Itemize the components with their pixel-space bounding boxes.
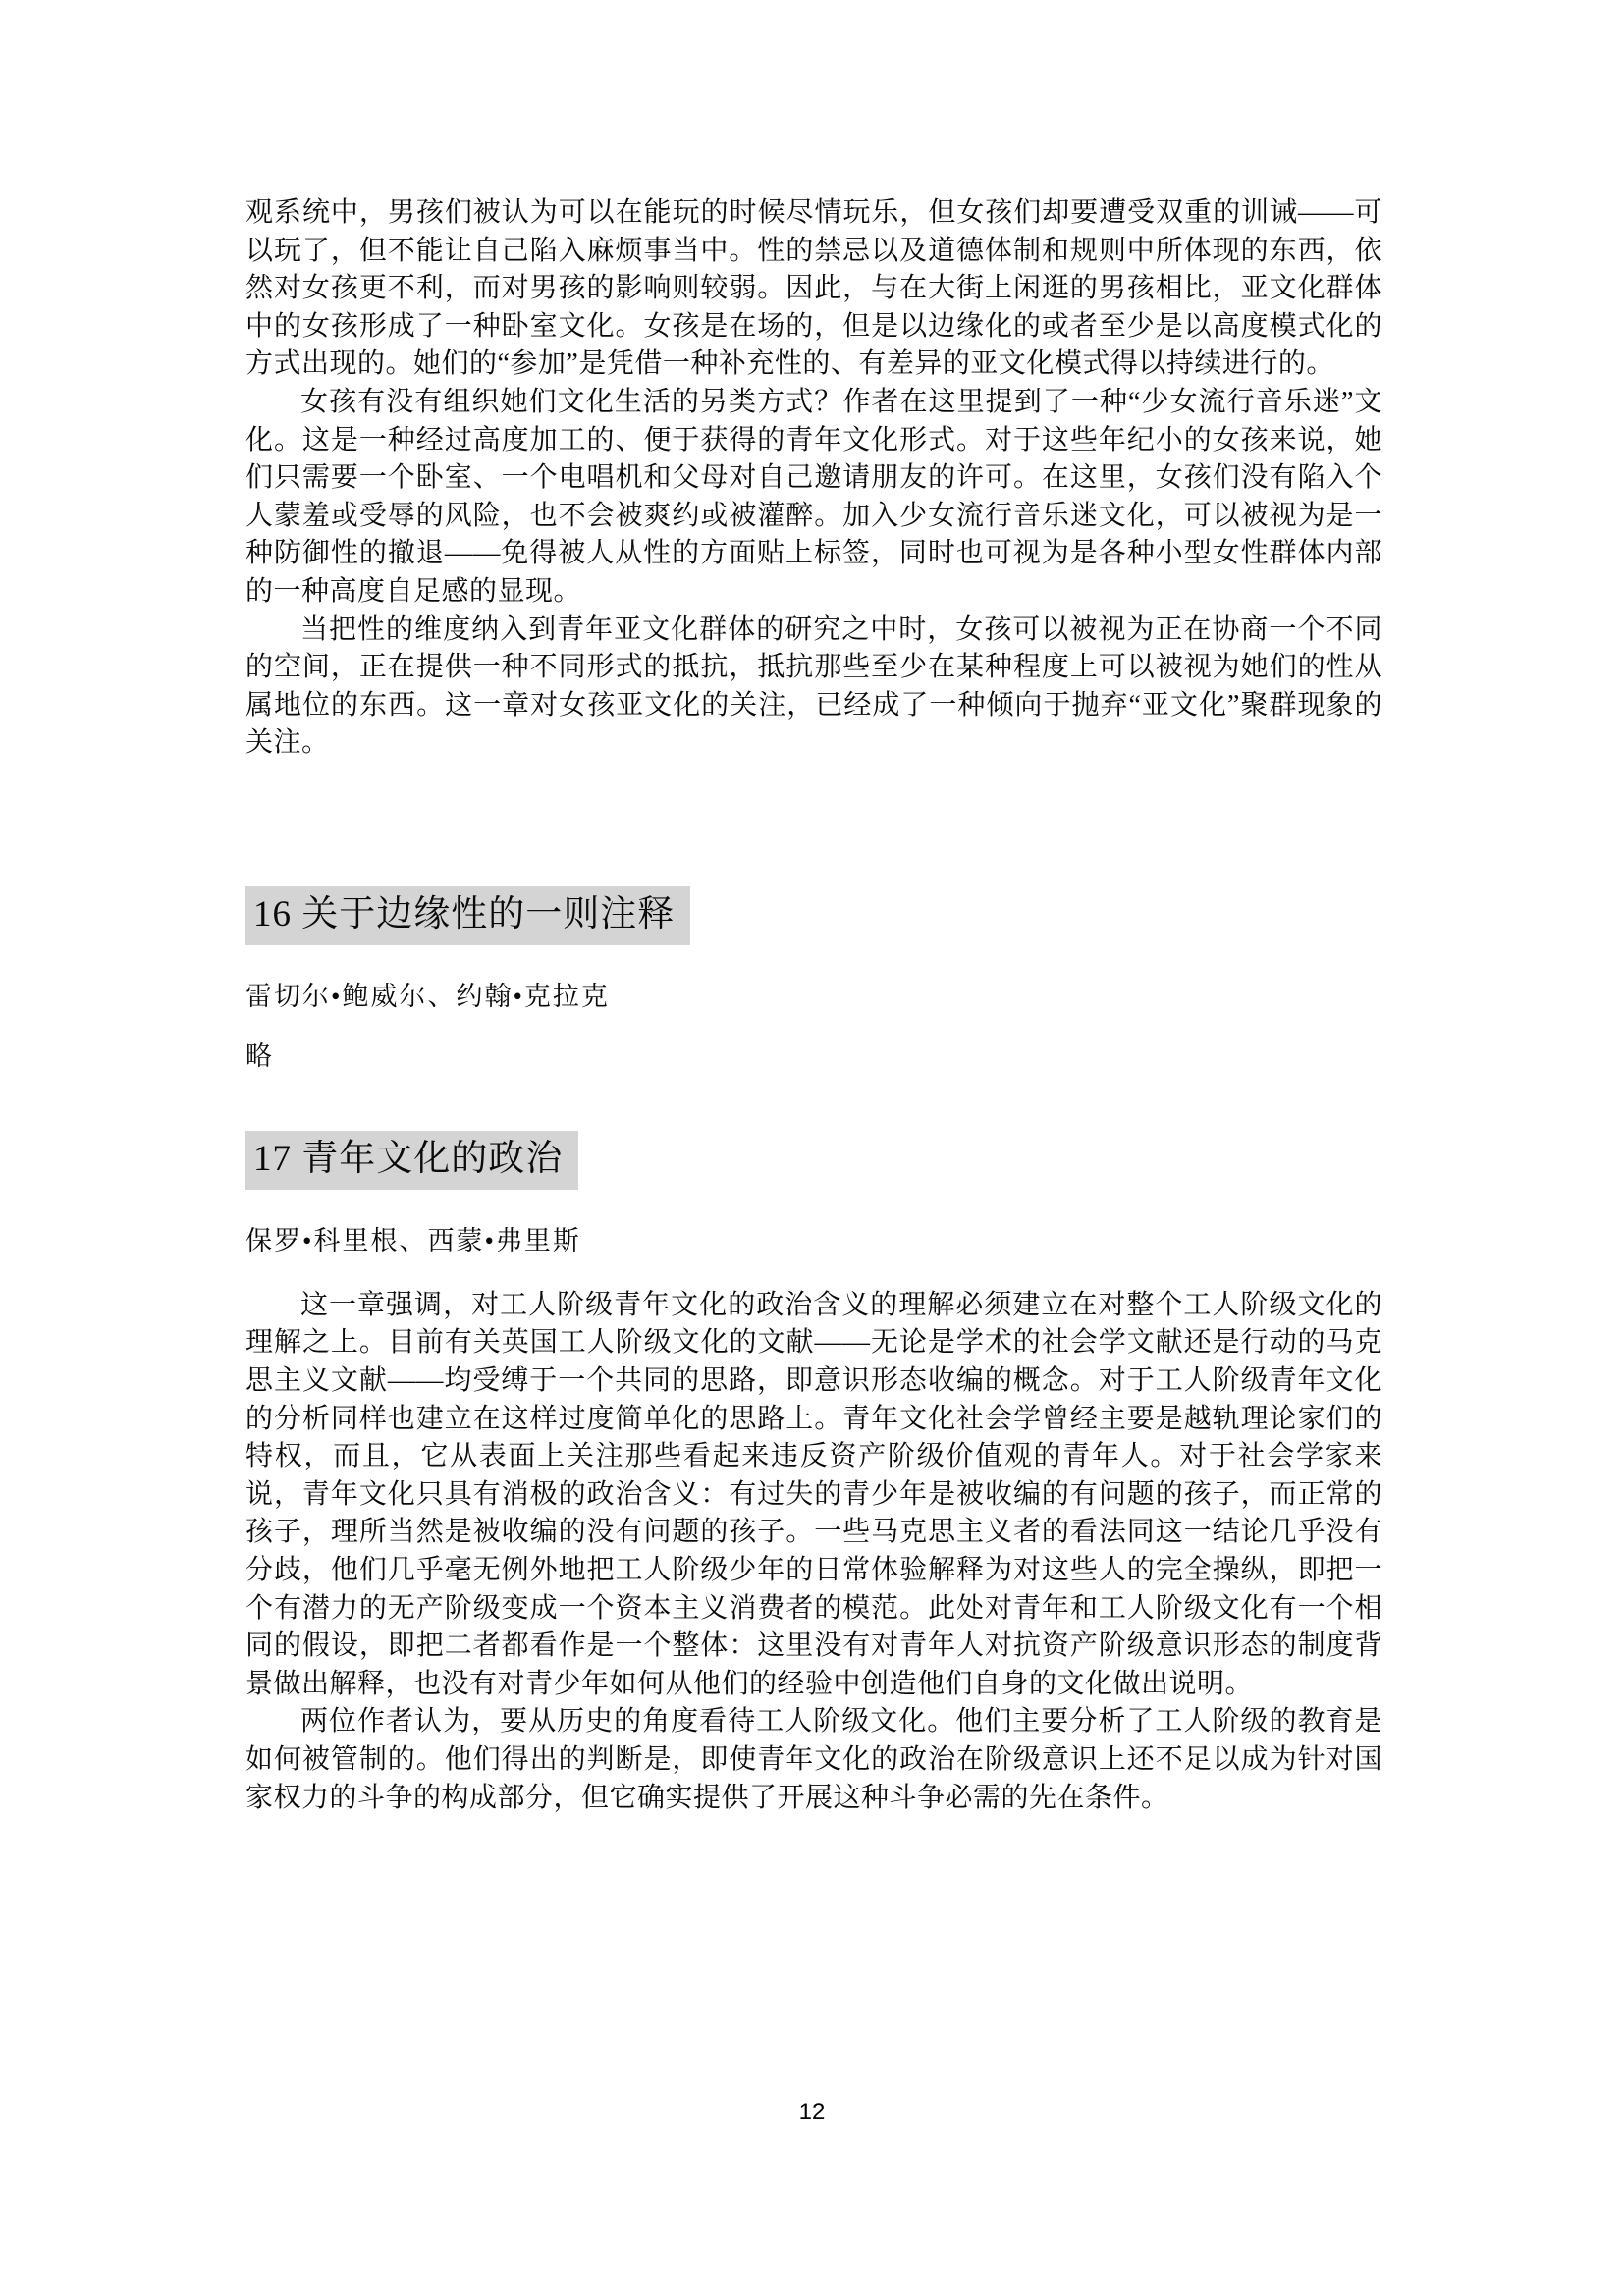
section-17-heading: 17 青年文化的政治: [245, 1131, 578, 1190]
section-16-authors: 雷切尔•鲍威尔、约翰•克拉克: [245, 982, 610, 1012]
section-16-heading: 16 关于边缘性的一则注释: [245, 886, 690, 945]
page-number: 12: [798, 2099, 826, 2125]
section-16-body-brief: 略: [245, 1041, 272, 1071]
intro-paragraph-2: 女孩有没有组织她们文化生活的另类方式？作者在这里提到了一种“少女流行音乐迷”文化。这是一种经过高度加工的、便于获得的青年文化形式。对于这些年纪小的女孩来说，她们只需要一个卧室、一个电唱机和父母对自己邀请朋友的许可。在这里，女孩们没有陷入个人蒙羞或受辱的风险，也不会被爽约或被灌醉。加入少女流行音乐迷文化，可以被视为是一种防御性的撤退——免得被人从性的方面贴上标签，同时也可视为是各种小型女性群体内部的一种高度自足感的显现。: [245, 386, 1382, 607]
section-17-body: [245, 1287, 1382, 1817]
section-17-authors: 保罗•科里根、西蒙•弗里斯: [245, 1226, 581, 1256]
section-17-paragraph-2: 两位作者认为，要从历史的角度看待工人阶级文化。他们主要分析了工人阶级的教育是如何被管制的。他们得出的判断是，即使青年文化的政治在阶级意识上还不足以成为针对国家权力的斗争的构成部分，但它确实提供了开展这种斗争必需的先在条件。: [245, 1706, 1382, 1813]
intro-paragraph-1: 观系统中，男孩们被认为可以在能玩的时候尽情玩乐，但女孩们却要遭受双重的训诫——可以玩了，但不能让自己陷入麻烦事当中。性的禁忌以及道德体制和规则中所体现的东西，依然对女孩更不利，而对男孩的影响则较弱。因此，与在大街上闲逛的男孩相比，亚文化群体中的女孩形成了一种卧室文化。女孩是在场的，但是以边缘化的或者至少是以高度模式化的方式出现的。她们的“参加”是凭借一种补充性的、有差异的亚文化模式得以持续进行的。: [245, 197, 1382, 380]
section-17-paragraph-1: 这一章强调，对工人阶级青年文化的政治含义的理解必须建立在对整个工人阶级文化的理解之上。目前有关英国工人阶级文化的文献——无论是学术的社会学文献还是行动的马克思主义文献——均受缚于一个共同的思路，即意识形态收编的概念。对于工人阶级青年文化的分析同样也建立在这样过度简单化的思路上。青年文化社会学曾经主要是越轨理论家们的特权，而且，它从表面上关注那些看起来违反资产阶级价值观的青年人。对于社会学家来说，青年文化只具有消极的政治含义：有过失的青少年是被收编的有问题的孩子，而正常的孩子，理所当然是被收编的没有问题的孩子。一些马克思主义者的看法同这一结论几乎没有分歧，他们几乎毫无例外地把工人阶级少年的日常体验解释为对这些人的完全操纵，即把一个有潜力的无产阶级变成一个资本主义消费者的模范。此处对青年和工人阶级文化有一个相同的假设，即把二者都看作是一个整体：这里没有对青年人对抗资产阶级意识形态的制度背景做出解释，也没有对青少年如何从他们的经验中创造他们自身的文化做出说明。: [245, 1289, 1382, 1699]
text-content-area: [245, 194, 1382, 1817]
section-17: [245, 1072, 1382, 1817]
section-16: [245, 763, 1382, 1072]
page-footer: [0, 2099, 1624, 2126]
intro-paragraph-3: 当把性的维度纳入到青年亚文化群体的研究之中时，女孩可以被视为正在协商一个不同的空间，正在提供一种不同形式的抵抗，抵抗那些至少在某种程度上可以被视为她们的性从属地位的东西。这一章对女孩亚文化的关注，已经成了一种倾向于抛弃“亚文化”聚群现象的关注。: [245, 614, 1382, 759]
